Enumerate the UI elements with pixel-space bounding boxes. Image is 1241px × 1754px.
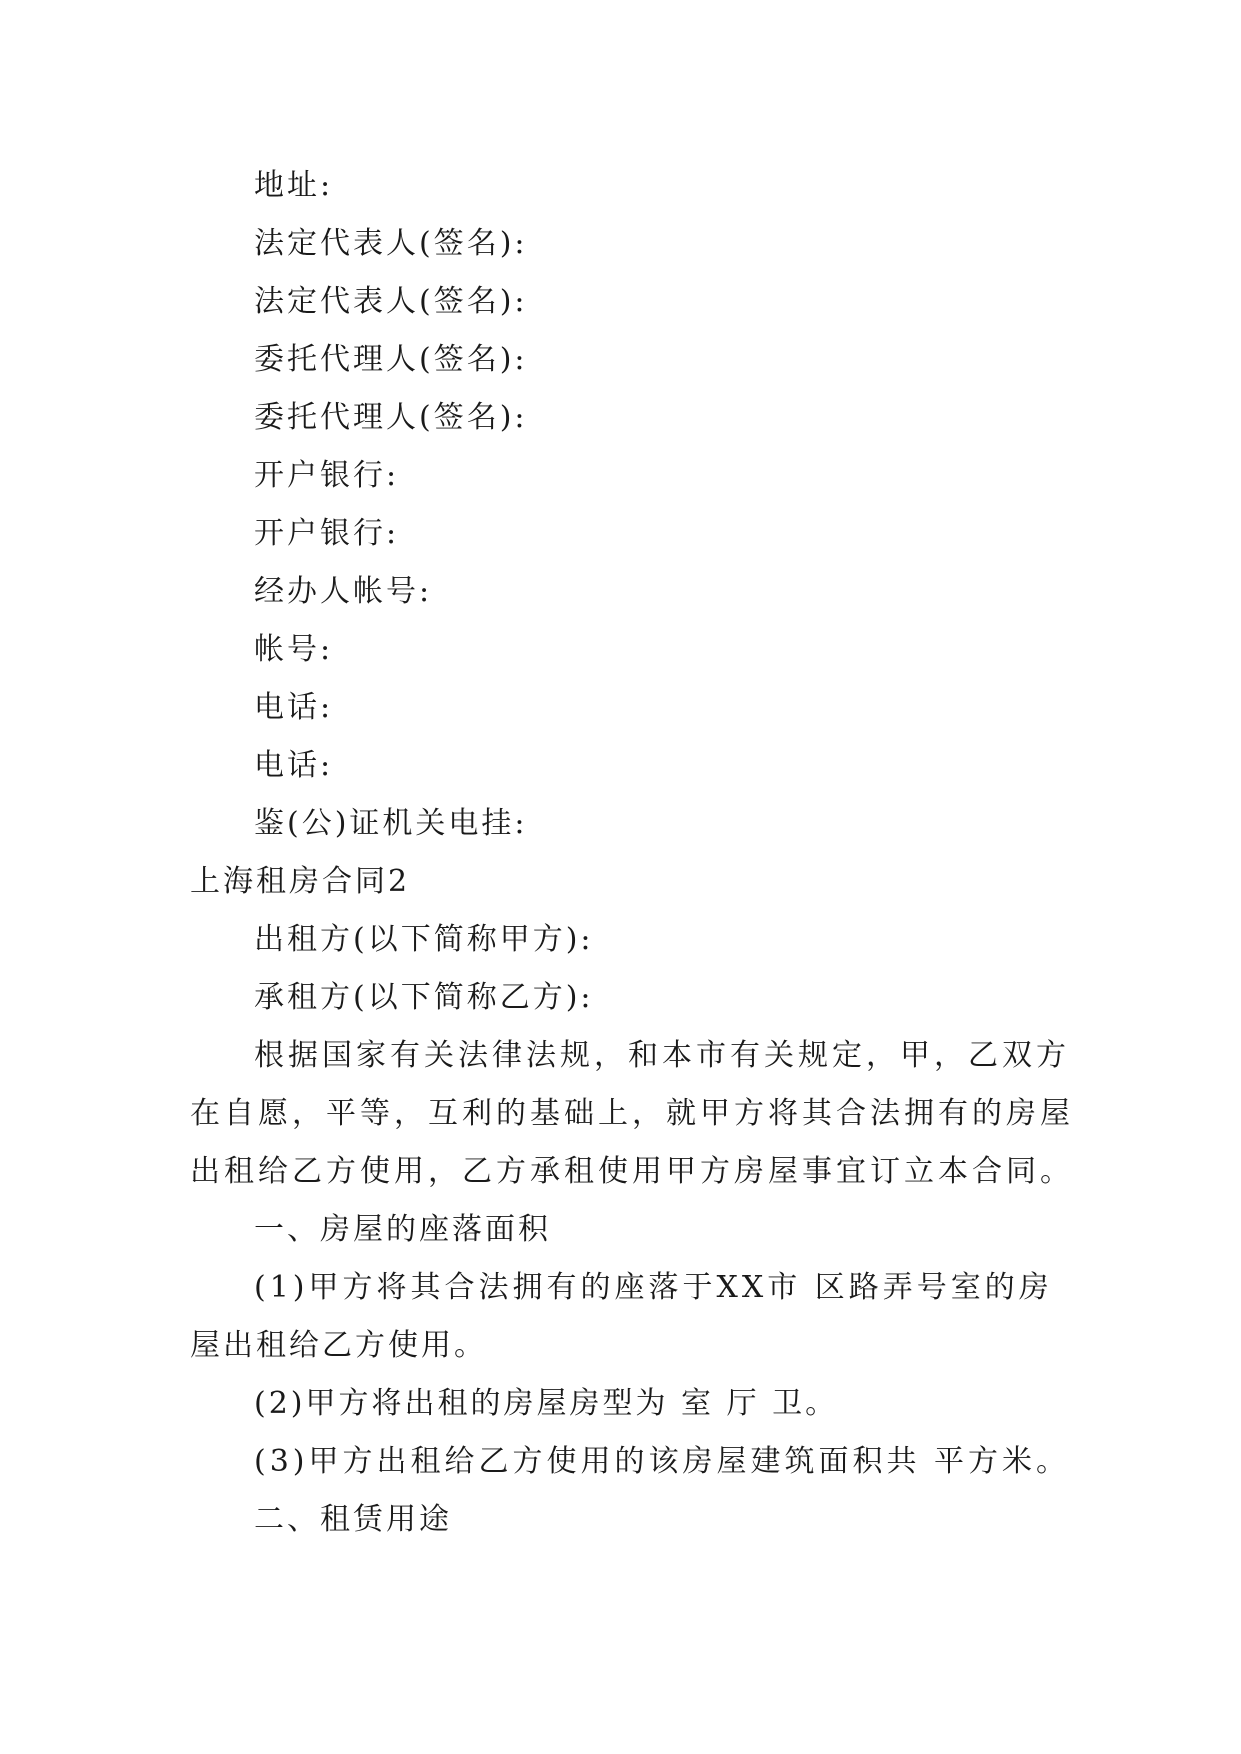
agent-label-1: 委托代理人(签名): xyxy=(254,342,528,377)
heading-lease-purpose: 二、租赁用途 xyxy=(254,1502,452,1537)
clause-3: (3)甲方出租给乙方使用的该房屋建筑面积共 平方米。 xyxy=(254,1444,1071,1479)
section-title: 上海租房合同2 xyxy=(190,864,411,899)
legal-rep-label-1: 法定代表人(签名): xyxy=(254,226,528,261)
phone-label-1: 电话: xyxy=(254,690,334,725)
notary-label: 鉴(公)证机关电挂: xyxy=(254,806,528,841)
clause-2: (2)甲方将出租的房屋房型为 室 厅 卫。 xyxy=(254,1386,839,1421)
clause-1-line-1: (1)甲方将其合法拥有的座落于XX市 区路弄号室的房 xyxy=(254,1270,1053,1305)
paragraph-line-3: 出租给乙方使用，乙方承租使用甲方房屋事宜订立本合同。 xyxy=(190,1154,1074,1189)
heading-location-area: 一、房屋的座落面积 xyxy=(254,1212,551,1247)
paragraph-line-1: 根据国家有关法律法规，和本市有关规定，甲，乙双方 xyxy=(254,1038,1070,1073)
legal-rep-label-2: 法定代表人(签名): xyxy=(254,284,528,319)
account-label: 帐号: xyxy=(254,632,334,667)
address-label: 地址: xyxy=(254,168,334,203)
agent-label-2: 委托代理人(签名): xyxy=(254,400,528,435)
clause-1-line-2: 屋出租给乙方使用。 xyxy=(190,1328,487,1363)
phone-label-2: 电话: xyxy=(254,748,334,783)
handler-account-label: 经办人帐号: xyxy=(254,574,433,609)
paragraph-line-2: 在自愿，平等，互利的基础上，就甲方将其合法拥有的房屋 xyxy=(190,1096,1074,1131)
bank-label-1: 开户银行: xyxy=(254,458,400,493)
lessor-label: 出租方(以下简称甲方): xyxy=(254,922,594,957)
lessee-label: 承租方(以下简称乙方): xyxy=(254,980,594,1015)
bank-label-2: 开户银行: xyxy=(254,516,400,551)
